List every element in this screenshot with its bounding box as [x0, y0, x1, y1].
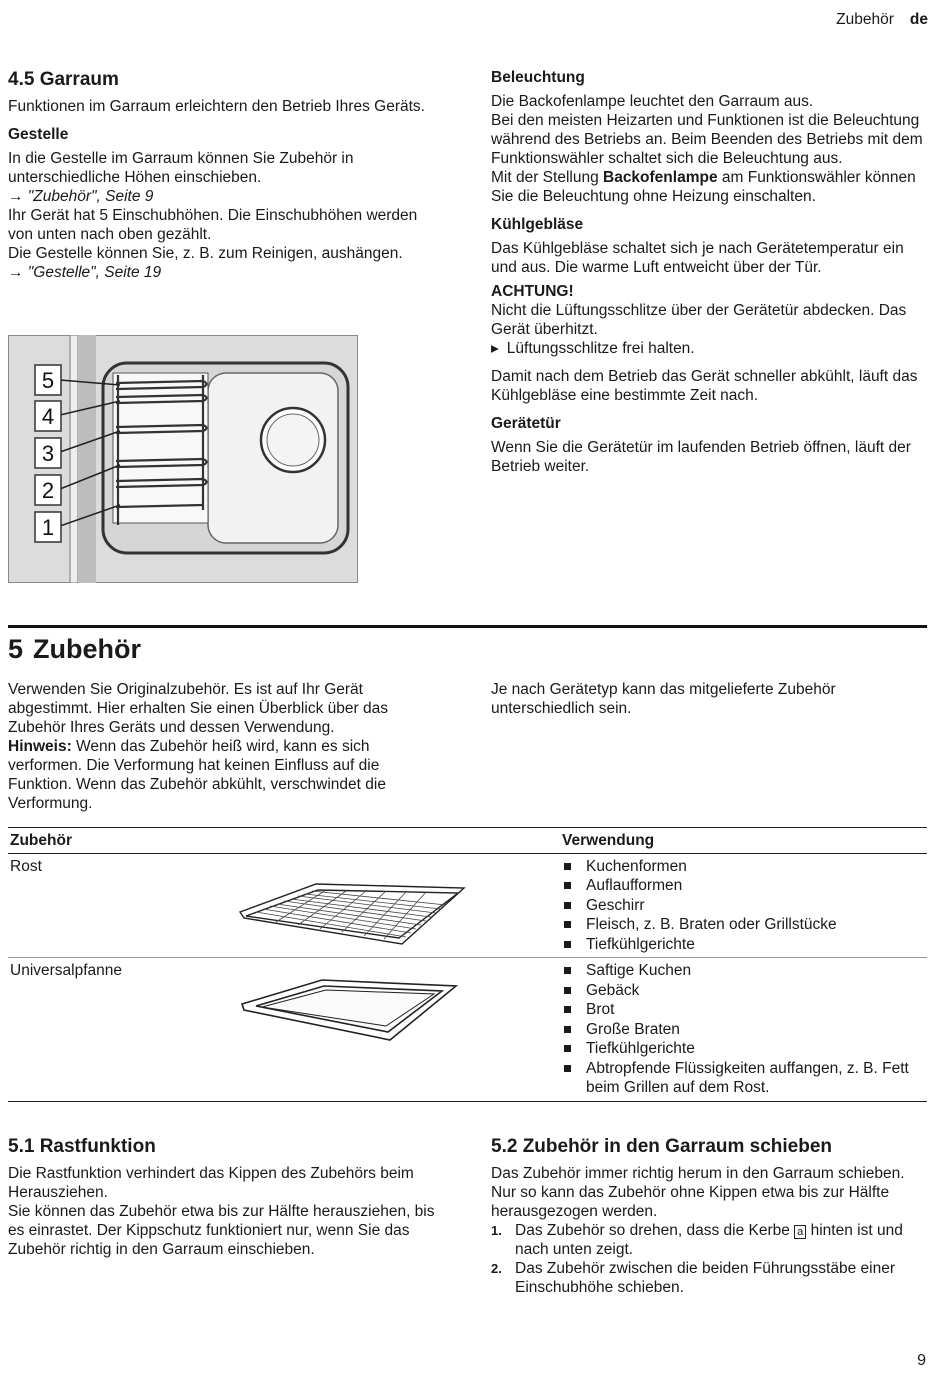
cross-reference-gestelle[interactable]: → "Gestelle", Seite 19	[8, 264, 162, 281]
beleuchtung-para-1: Die Backofenlampe leuchtet den Garraum aus.	[491, 93, 814, 110]
garraum-intro: Funktionen im Garraum erleichtern den Betrieb Ihres Geräts.	[8, 98, 425, 115]
table-row	[8, 958, 927, 1102]
header-section: Zubehör	[836, 11, 894, 28]
gestelle-heading: Gestelle	[8, 126, 69, 143]
chapter-5-intro-left	[8, 680, 440, 813]
schieben-para-1: Das Zubehör immer richtig herum in den Garraum schieben. Nur so kann das Zubehör ohne Kippen etwa bis zur Hälfte herausgezogen werden.	[491, 1165, 905, 1220]
gestelle-para-3: Die Gestelle können Sie, z. B. zum Reinigen, aushängen.	[8, 245, 403, 262]
oven-interior-image	[8, 335, 358, 583]
beleuchtung-heading: Beleuchtung	[491, 69, 585, 86]
list-item: Auflaufformen	[562, 876, 925, 896]
section-5-1	[8, 1135, 440, 1259]
chapter-5-para-1: Verwenden Sie Originalzubehör. Es ist auf Ihr Gerät abgestimmt. Hier erhalten Sie einen Überblick über das Zubehör Ihres Geräts und dessen Verwendung.	[8, 681, 388, 736]
usage-list-universalpfanne	[562, 961, 925, 1098]
header-lang: de	[909, 11, 928, 28]
achtung-para: Nicht die Lüftungsschlitze über der Gerätetür abdecken. Das Gerät überhitzt.	[491, 302, 907, 338]
accessory-cell-universalpfanne	[8, 958, 560, 1102]
achtung-heading: ACHTUNG!	[491, 283, 574, 300]
step-text-a: Das Zubehör so drehen, dass die Kerbe	[515, 1222, 795, 1239]
step-text-a: Das Zubehör zwischen die beiden Führungsstäbe einer Einschubhöhe schieben.	[515, 1260, 895, 1296]
list-item: Fleisch, z. B. Braten oder Grillstücke	[562, 915, 925, 935]
backofenlampe-setting: Backofenlampe	[603, 169, 718, 186]
step-text-b: hinten ist und nach unten zeigt.	[515, 1222, 903, 1258]
list-item: Brot	[562, 1000, 925, 1020]
kuehlgeblaese-para-1: Das Kühlgebläse schaltet sich je nach Gerätetemperatur ein und aus. Die warme Luft entweicht über der Tür.	[491, 240, 904, 276]
section-4-5-right	[491, 68, 923, 476]
accessories-table	[8, 827, 927, 1102]
cross-reference-zubehoer[interactable]: → "Zubehör", Seite 9	[8, 188, 154, 205]
notch-marker: a	[794, 1225, 806, 1239]
rastfunktion-para-2: Sie können das Zubehör etwa bis zur Hälfte herausziehen, bis es einrastet. Der Kippschutz funktioniert nur, wenn Sie das Zubehör richtig in den Garraum einschieben.	[8, 1203, 435, 1258]
shelf-level-5: 5	[41, 368, 55, 393]
schieben-steps	[491, 1221, 923, 1297]
geraetetuer-heading: Gerätetür	[491, 415, 561, 432]
chapter-5-intro-right	[491, 680, 923, 718]
beleuchtung-text-c: am Funktionswähler können Sie die Beleuchtung ohne Heizung einschalten.	[491, 169, 916, 205]
usage-cell-universalpfanne	[560, 958, 927, 1102]
hinweis-label: Hinweis:	[8, 738, 72, 755]
table-row	[8, 853, 927, 958]
list-item: Tiefkühlgerichte	[562, 1039, 925, 1059]
oven-shelf-levels-illustration	[8, 335, 358, 583]
gestelle-para-1: In die Gestelle im Garraum können Sie Zubehör in unterschiedliche Höhen einschieben.	[8, 150, 354, 186]
usage-list-rost	[562, 857, 925, 955]
list-item: Gebäck	[562, 981, 925, 1001]
wire-rack-image	[236, 878, 468, 950]
step-number: 2.	[491, 1261, 502, 1276]
achtung-step: ▸ Lüftungsschlitze frei halten.	[491, 339, 923, 358]
list-item: Kuchenformen	[562, 857, 925, 877]
chapter-divider	[8, 625, 927, 628]
geraetetuer-para: Wenn Sie die Gerätetür im laufenden Betrieb öffnen, läuft der Betrieb weiter.	[491, 439, 911, 475]
column-header-zubehoer: Zubehör	[8, 828, 560, 854]
section-title-5-1: 5.1 Rastfunktion	[8, 1136, 156, 1157]
list-item: Tiefkühlgerichte	[562, 935, 925, 955]
chapter-number: 5	[8, 634, 24, 664]
beleuchtung-para-3	[491, 168, 923, 206]
section-title-4-5: 4.5 Garraum	[8, 69, 119, 90]
kuehlgeblaese-heading: Kühlgebläse	[491, 216, 584, 233]
section-5-2	[491, 1135, 923, 1297]
list-item	[491, 1259, 923, 1297]
list-item: Saftige Kuchen	[562, 961, 925, 981]
shelf-level-3: 3	[41, 441, 55, 466]
shelf-level-2: 2	[41, 478, 55, 503]
shelf-level-1: 1	[41, 515, 55, 540]
list-item: Abtropfende Flüssigkeiten auffangen, z. B. Fett beim Grillen auf dem Rost.	[562, 1059, 925, 1098]
usage-cell-rost	[560, 853, 927, 958]
accessory-cell-rost	[8, 853, 560, 958]
step-number: 1.	[491, 1223, 502, 1238]
list-item: Große Braten	[562, 1020, 925, 1040]
shelf-level-4: 4	[41, 404, 55, 429]
table-header-row	[8, 828, 927, 854]
section-4-5-left	[8, 68, 440, 282]
accessory-name: Rost	[10, 857, 42, 875]
gestelle-para-2: Ihr Gerät hat 5 Einschubhöhen. Die Einschubhöhen werden von unten nach oben gezählt.	[8, 207, 418, 243]
chapter-5-para-right: Je nach Gerätetyp kann das mitgelieferte Zubehör unterschiedlich sein.	[491, 681, 836, 717]
beleuchtung-text-a: Mit der Stellung	[491, 169, 603, 186]
section-title-5-2: 5.2 Zubehör in den Garraum schieben	[491, 1136, 833, 1157]
hinweis-text: Wenn das Zubehör heiß wird, kann es sich verformen. Die Verformung hat keinen Einfluss auf die Funktion. Wenn das Zubehör abkühlt, verschwindet die Verformung.	[8, 738, 386, 812]
chapter-name: Zubehör	[33, 634, 142, 664]
page-number: 9	[917, 1352, 926, 1369]
chapter-title	[8, 632, 141, 666]
column-header-verwendung: Verwendung	[560, 828, 927, 854]
universal-pan-image	[238, 976, 460, 1046]
rastfunktion-para-1: Die Rastfunktion verhindert das Kippen des Zubehörs beim Herausziehen.	[8, 1165, 414, 1201]
running-header	[836, 10, 928, 29]
accessory-name: Universalpfanne	[10, 962, 123, 979]
list-item	[491, 1221, 923, 1259]
chapter-5-hinweis	[8, 737, 440, 813]
kuehlgeblaese-para-2: Damit nach dem Betrieb das Gerät schneller abkühlt, läuft das Kühlgebläse eine bestimmte Zeit nach.	[491, 368, 918, 404]
list-item: Geschirr	[562, 896, 925, 916]
beleuchtung-para-2: Bei den meisten Heizarten und Funktionen ist die Beleuchtung während des Betriebs an. Beim Beenden des Betriebs mit dem Funktionswähler schaltet sich die Beleuchtung aus.	[491, 112, 923, 167]
